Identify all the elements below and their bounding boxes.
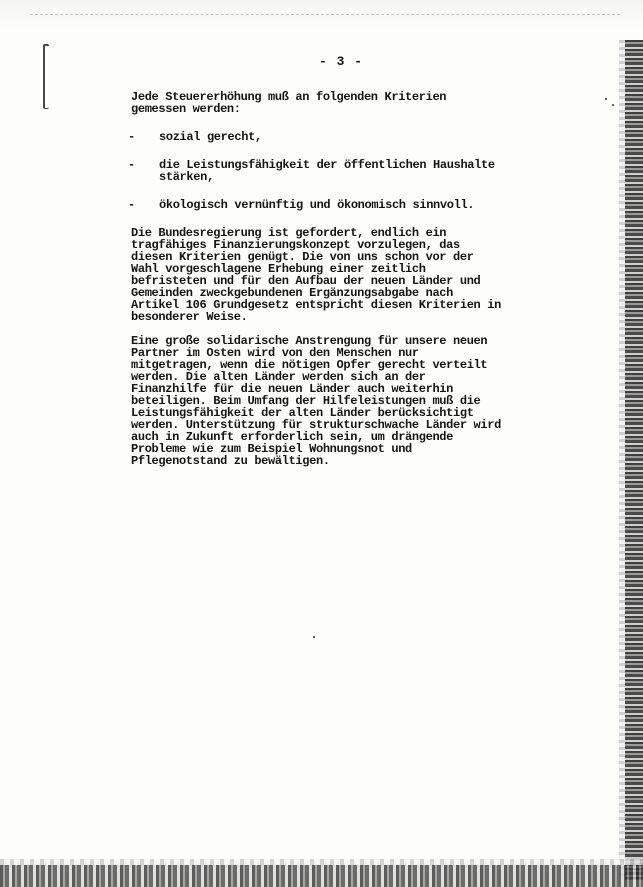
scan-left-bracket-mark <box>43 44 49 109</box>
criteria-list <box>128 130 531 212</box>
scan-speck <box>605 98 607 100</box>
list-item <box>128 198 531 212</box>
bullet-dash: - <box>128 130 135 144</box>
intro-paragraph: Jede Steuererhöhung muß an folgenden Kriterien gemessen werden: <box>131 90 447 116</box>
list-item <box>128 158 531 184</box>
solidarity-paragraph: Eine große solidarische Anstrengung für unsere neuen Partner im Osten wird von den Menschen nur mitgetragen, wenn die nötigen Opfer gerecht verteilt werden. Die alten Länder werden sich an der Finanzhilfe für die neuen Länder auch weiterhin beteiligen. Beim Umfang der Hilfeleistungen muß die Leistungsfähigkeit der alten Länder berücksichtigt werden. Unterstützung für strukturschwache Länder wird auch in Zukunft erforderlich sein, um drängende Probleme wie zum Beispiel Wohnungsnot und Pflegenotstand zu bewältigen. <box>131 334 501 468</box>
list-item-text: ökologisch vernünftig und ökonomisch sinnvoll. <box>159 198 475 212</box>
scan-speck <box>612 104 614 106</box>
bullet-dash: - <box>128 198 135 212</box>
scan-right-edge-noise <box>625 40 643 880</box>
scan-top-artifact-line <box>30 14 620 16</box>
document-body <box>128 54 531 468</box>
financing-paragraph: Die Bundesregierung ist gefordert, endlich ein tragfähiges Finanzierungskonzept vorzulegen, das diesen Kriterien genügt. Die von uns schon vor der Wahl vorgeschlagene Erhebung einer zeitlich befristeten und für den Aufbau der neuen Länder und Gemeinden zweckgebundenen Ergänzungsabgabe nach Artikel 106 Grundgesetz entspricht diesen Kriterien in besonderer Weise. <box>131 226 501 324</box>
scan-bottom-edge-noise <box>0 865 643 887</box>
scan-speck <box>313 636 315 638</box>
list-item <box>128 130 531 144</box>
list-item-text: die Leistungsfähigkeit der öffentlichen Haushalte stärken, <box>159 158 495 184</box>
page-number: - 3 - <box>318 54 363 69</box>
bullet-dash: - <box>128 158 135 172</box>
list-item-text: sozial gerecht, <box>159 130 262 144</box>
